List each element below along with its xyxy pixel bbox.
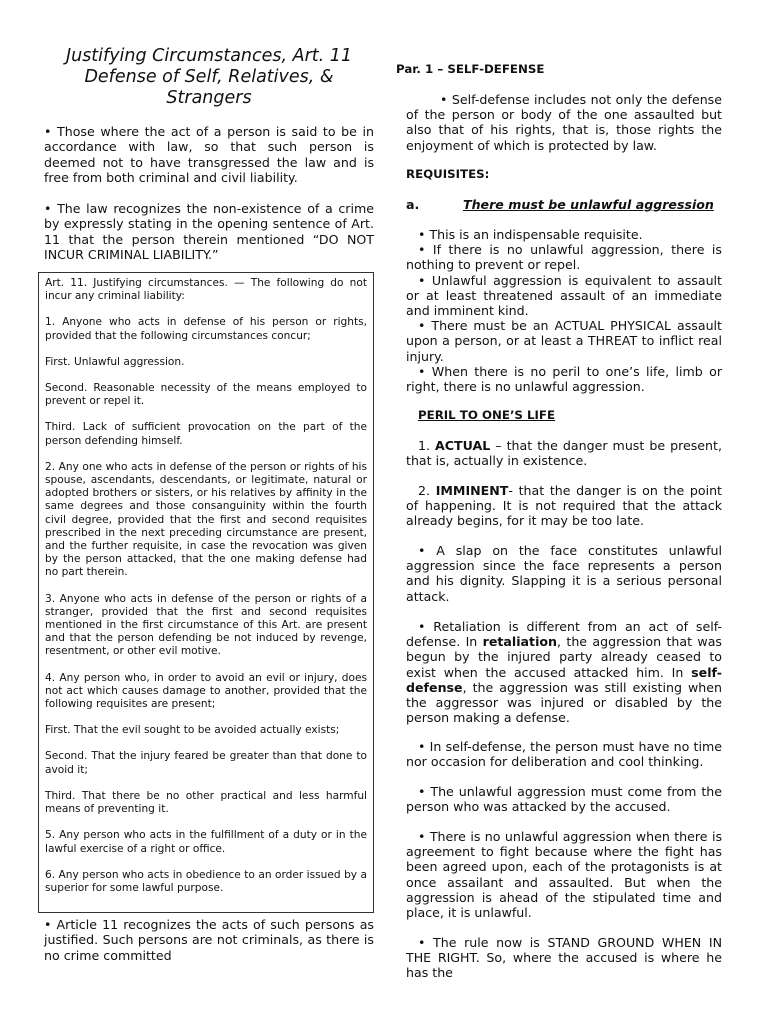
actual-text: – that the danger must be present, that is, actually in existence.	[406, 438, 722, 469]
aggression-bullets	[406, 227, 722, 394]
section-heading-self-defense: Par. 1 – SELF-DEFENSE	[396, 62, 545, 76]
actual-number: 1.	[418, 438, 436, 453]
requisite-a-letter: a.	[406, 197, 420, 212]
intro-paragraph: • Those where the act of a person is said to be in accordance with law, so that such person is deemed not to have transgressed the law and is free from both criminal and civil liability.	[44, 124, 374, 186]
box-paragraph: 1. Anyone who acts in defense of his person or rights, provided that the following circumstances concur;	[45, 316, 367, 342]
list-item: • This is an indispensable requisite.	[418, 227, 643, 242]
imminent-number: 2.	[418, 483, 436, 498]
box-paragraph: Second. That the injury feared be greater than that done to avoid it;	[45, 750, 367, 776]
actual-term: ACTUAL	[435, 438, 491, 453]
page-title: Justifying Circumstances, Art. 11 Defense of Self, Relatives, & Strangers	[65, 46, 353, 108]
retaliation-text: , the aggression was still existing when the aggressor was injured or disabled by the person making a defense.	[406, 679, 722, 726]
box-paragraph: Second. Reasonable necessity of the means employed to prevent or repel it.	[45, 382, 367, 408]
box-paragraph: 5. Any person who acts in the fulfillment of a duty or in the lawful exercise of a right or office.	[45, 829, 367, 855]
imminent-text: - that the danger is on the point of happening. It is not required that the attack already begins, for it may be too late.	[406, 483, 722, 529]
article-11-note: • Article 11 recognizes the acts of such persons as justified. Such persons are not criminals, as there is no crime committed	[44, 917, 374, 963]
box-paragraph: Third. Lack of sufficient provocation on the part of the person defending himself.	[45, 421, 367, 447]
actual-paragraph	[406, 438, 722, 468]
box-paragraph: 4. Any person who, in order to avoid an evil or injury, does not act which causes damage to another, provided that the following requisites are present;	[45, 671, 367, 711]
imminent-term: IMMINENT	[435, 483, 509, 498]
peril-heading: PERIL TO ONE’S LIFE	[418, 408, 556, 422]
stand-ground-paragraph: • The rule now is STAND GROUND WHEN IN THE RIGHT. So, where the accused is where he has the	[406, 935, 722, 981]
recognition-paragraph: • The law recognizes the non-existence of a crime by expressly stating in the opening sentence of Art. 11 that the person therein mentioned “DO NOT INCUR CRIMINAL LIABILITY.”	[44, 201, 374, 263]
box-paragraph: 6. Any person who acts in obedience to an order issued by a superior for some lawful purpose.	[45, 868, 367, 894]
list-item: • There must be an ACTUAL PHYSICAL assault upon a person, or at least a THREAT to inflict real injury.	[406, 318, 722, 364]
agreement-paragraph: • There is no unlawful aggression when there is agreement to fight because where the fight has been agreed upon, each of the protagonists is at once assailant and assaulted. But when the aggression is ahead of the stipulated time and place, it is unlawful.	[406, 829, 722, 921]
article-11-box	[38, 272, 374, 913]
retaliation-text: , the aggression that was begun by the injured party already ceased to exist when the accused attacked him. In	[406, 634, 722, 680]
box-paragraph: Art. 11. Justifying circumstances. — The following do not incur any criminal liability:	[45, 277, 367, 303]
retaliation-term: retaliation	[482, 634, 558, 650]
box-paragraph: 2. Any one who acts in defense of the person or rights of his spouse, ascendants, descendants, or legitimate, natural or adopted brothers or sisters, or his relatives by affinity in the same degrees and those consanguinity within the fourth civil degree, provided that the first and second requisites prescribed in the next preceding circumstance are present, and the further requisite, in case the revocation was given by the person attacked, that the one making defense had no part therein.	[45, 460, 367, 579]
deliberation-paragraph: • In self-defense, the person must have no time nor occasion for deliberation and cool thinking.	[406, 739, 722, 770]
box-paragraph: 3. Anyone who acts in defense of the person or rights of a stranger, provided that the first and second requisites mentioned in the first circumstance of this Art. are present and that the person defending be not induced by revenge, resentment, or other evil motive.	[45, 592, 367, 658]
box-paragraph: First. Unlawful aggression.	[45, 355, 185, 368]
list-item: • When there is no peril to one’s life, limb or right, there is no unlawful aggression.	[406, 363, 722, 395]
requisites-heading: REQUISITES:	[406, 167, 490, 181]
list-item: • Unlawful aggression is equivalent to assault or at least threatened assault of an immediate and imminent kind.	[406, 272, 722, 319]
slap-paragraph: • A slap on the face constitutes unlawful aggression since the face represents a person and his dignity. Slapping it is a serious personal attack.	[406, 543, 722, 604]
self-defense-paragraph: • Self-defense includes not only the defense of the person or body of the one assaulted but also that of his rights, that is, those rights the enjoyment of which is protected by law.	[406, 92, 722, 153]
imminent-paragraph	[406, 483, 722, 529]
self-defense-term: self-defense	[406, 664, 722, 695]
list-item: • If there is no unlawful aggression, there is nothing to prevent or repel.	[406, 242, 722, 273]
retaliation-paragraph	[406, 619, 722, 725]
box-paragraph: First. That the evil sought to be avoided actually exists;	[45, 724, 340, 737]
box-paragraph: Third. That there be no other practical and less harmful means of preventing it.	[45, 789, 367, 816]
retaliation-text: • Retaliation is different from an act of self-defense. In	[406, 619, 722, 650]
requisite-a-heading: There must be unlawful aggression	[463, 197, 714, 212]
source-paragraph: • The unlawful aggression must come from the person who was attacked by the accused.	[406, 784, 722, 815]
